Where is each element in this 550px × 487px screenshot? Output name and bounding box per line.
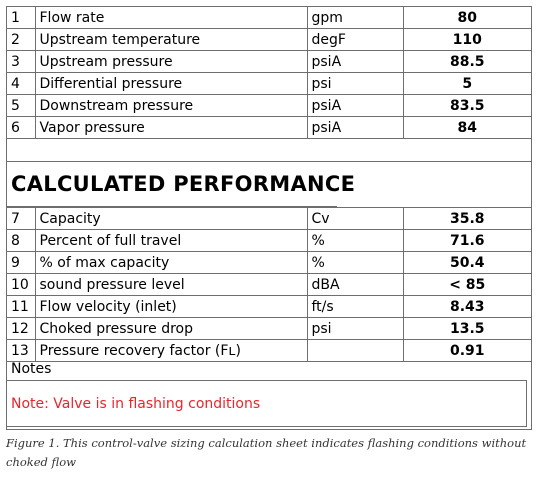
row-number: 7 bbox=[7, 208, 35, 230]
row-number: 2 bbox=[7, 29, 35, 51]
row-value: 13.5 bbox=[403, 318, 531, 340]
row-value: 35.8 bbox=[403, 208, 531, 230]
row-label: Capacity bbox=[35, 208, 307, 230]
row-label: Differential pressure bbox=[35, 73, 307, 95]
calculated-performance-table bbox=[7, 207, 531, 362]
section-title: CALCULATED PERFORMANCE bbox=[11, 172, 356, 196]
table-row bbox=[7, 252, 531, 274]
table-row bbox=[7, 73, 531, 95]
row-value: 83.5 bbox=[403, 95, 531, 117]
row-value: 50.4 bbox=[403, 252, 531, 274]
section-header bbox=[7, 161, 531, 207]
notes-text: Note: Valve is in flashing conditions bbox=[11, 396, 261, 412]
row-value: 84 bbox=[403, 117, 531, 139]
table-row bbox=[7, 296, 531, 318]
row-value: < 85 bbox=[403, 274, 531, 296]
row-unit: psiA bbox=[307, 117, 403, 139]
input-parameters-table bbox=[7, 7, 531, 139]
row-unit: % bbox=[307, 230, 403, 252]
table-row bbox=[7, 340, 531, 362]
row-unit: degF bbox=[307, 29, 403, 51]
row-value: 8.43 bbox=[403, 296, 531, 318]
row-value: 71.6 bbox=[403, 230, 531, 252]
row-value: 0.91 bbox=[403, 340, 531, 362]
row-value: 110 bbox=[403, 29, 531, 51]
table-row bbox=[7, 51, 531, 73]
row-value: 5 bbox=[403, 73, 531, 95]
row-label: Upstream temperature bbox=[35, 29, 307, 51]
row-label: Flow rate bbox=[35, 7, 307, 29]
row-number: 5 bbox=[7, 95, 35, 117]
row-unit: psiA bbox=[307, 51, 403, 73]
row-label: % of max capacity bbox=[35, 252, 307, 274]
row-number: 4 bbox=[7, 73, 35, 95]
row-number: 3 bbox=[7, 51, 35, 73]
row-number: 13 bbox=[7, 340, 35, 362]
row-unit: psi bbox=[307, 73, 403, 95]
calculation-sheet bbox=[6, 6, 532, 430]
table-row bbox=[7, 29, 531, 51]
row-number: 6 bbox=[7, 117, 35, 139]
row-number: 8 bbox=[7, 230, 35, 252]
row-value: 80 bbox=[403, 7, 531, 29]
row-number: 12 bbox=[7, 318, 35, 340]
row-number: 11 bbox=[7, 296, 35, 318]
row-unit: psi bbox=[307, 318, 403, 340]
row-label: Percent of full travel bbox=[35, 230, 307, 252]
row-number: 10 bbox=[7, 274, 35, 296]
row-unit bbox=[307, 340, 403, 362]
row-number: 1 bbox=[7, 7, 35, 29]
row-unit: psiA bbox=[307, 95, 403, 117]
table-row bbox=[7, 318, 531, 340]
table-row bbox=[7, 117, 531, 139]
row-unit: gpm bbox=[307, 7, 403, 29]
row-unit: % bbox=[307, 252, 403, 274]
table-row bbox=[7, 230, 531, 252]
table-row bbox=[7, 208, 531, 230]
row-value: 88.5 bbox=[403, 51, 531, 73]
row-label: Downstream pressure bbox=[35, 95, 307, 117]
row-unit: Cv bbox=[307, 208, 403, 230]
notes-box bbox=[7, 380, 527, 427]
row-unit: dBA bbox=[307, 274, 403, 296]
table-row bbox=[7, 95, 531, 117]
row-number: 9 bbox=[7, 252, 35, 274]
row-label: Vapor pressure bbox=[35, 117, 307, 139]
figure-caption: Figure 1. This control-valve sizing calculation sheet indicates flashing conditions without choked flow bbox=[6, 436, 527, 469]
row-label: sound pressure level bbox=[35, 274, 307, 296]
row-label: Flow velocity (inlet) bbox=[35, 296, 307, 318]
row-unit: ft/s bbox=[307, 296, 403, 318]
row-label: Choked pressure drop bbox=[35, 318, 307, 340]
row-label: Pressure recovery factor (Fʟ) bbox=[35, 340, 307, 362]
notes-label: Notes bbox=[11, 361, 52, 377]
row-label: Upstream pressure bbox=[35, 51, 307, 73]
table-row bbox=[7, 274, 531, 296]
table-row bbox=[7, 7, 531, 29]
